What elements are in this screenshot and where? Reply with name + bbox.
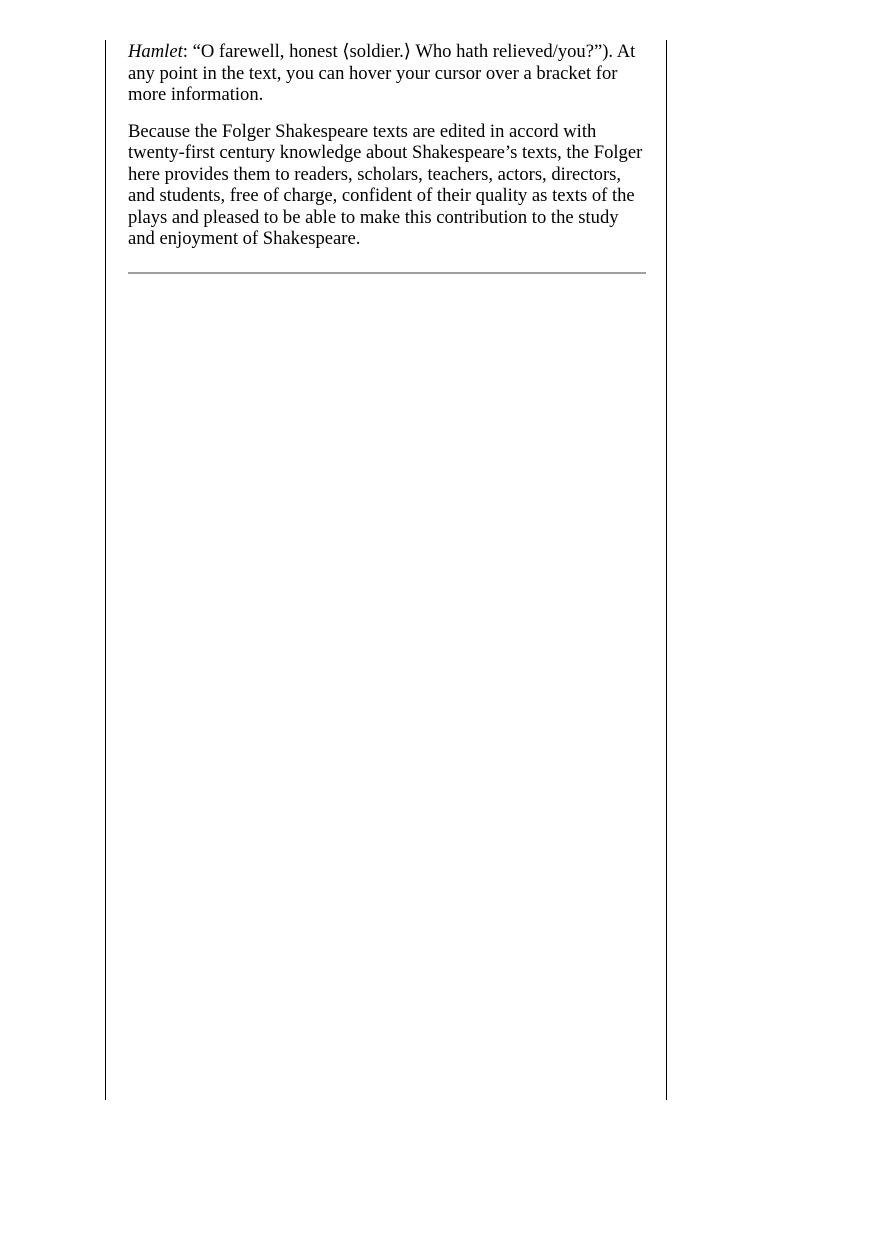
- page-frame: [105, 40, 667, 1100]
- paragraph-bracket-explanation-text: : “O farewell, honest ⟨soldier.⟩ Who hath relieved/you?”). At any point in the text, you can hover your cursor over a bracket for more information.: [128, 41, 636, 105]
- document-body: [128, 41, 648, 266]
- paragraph-bracket-explanation: [128, 41, 648, 106]
- work-title-hamlet: Hamlet: [128, 41, 183, 62]
- paragraph-folger-mission: Because the Folger Shakespeare texts are edited in accord with twenty-first century knowledge about Shakespeare’s texts, the Folger here provides them to readers, scholars, teachers, actors, directors, and students, free of charge, confident of their quality as texts of the plays and pleased to be able to make this contribution to the study and enjoyment of Shakespeare.: [128, 120, 643, 249]
- section-divider: [128, 272, 646, 274]
